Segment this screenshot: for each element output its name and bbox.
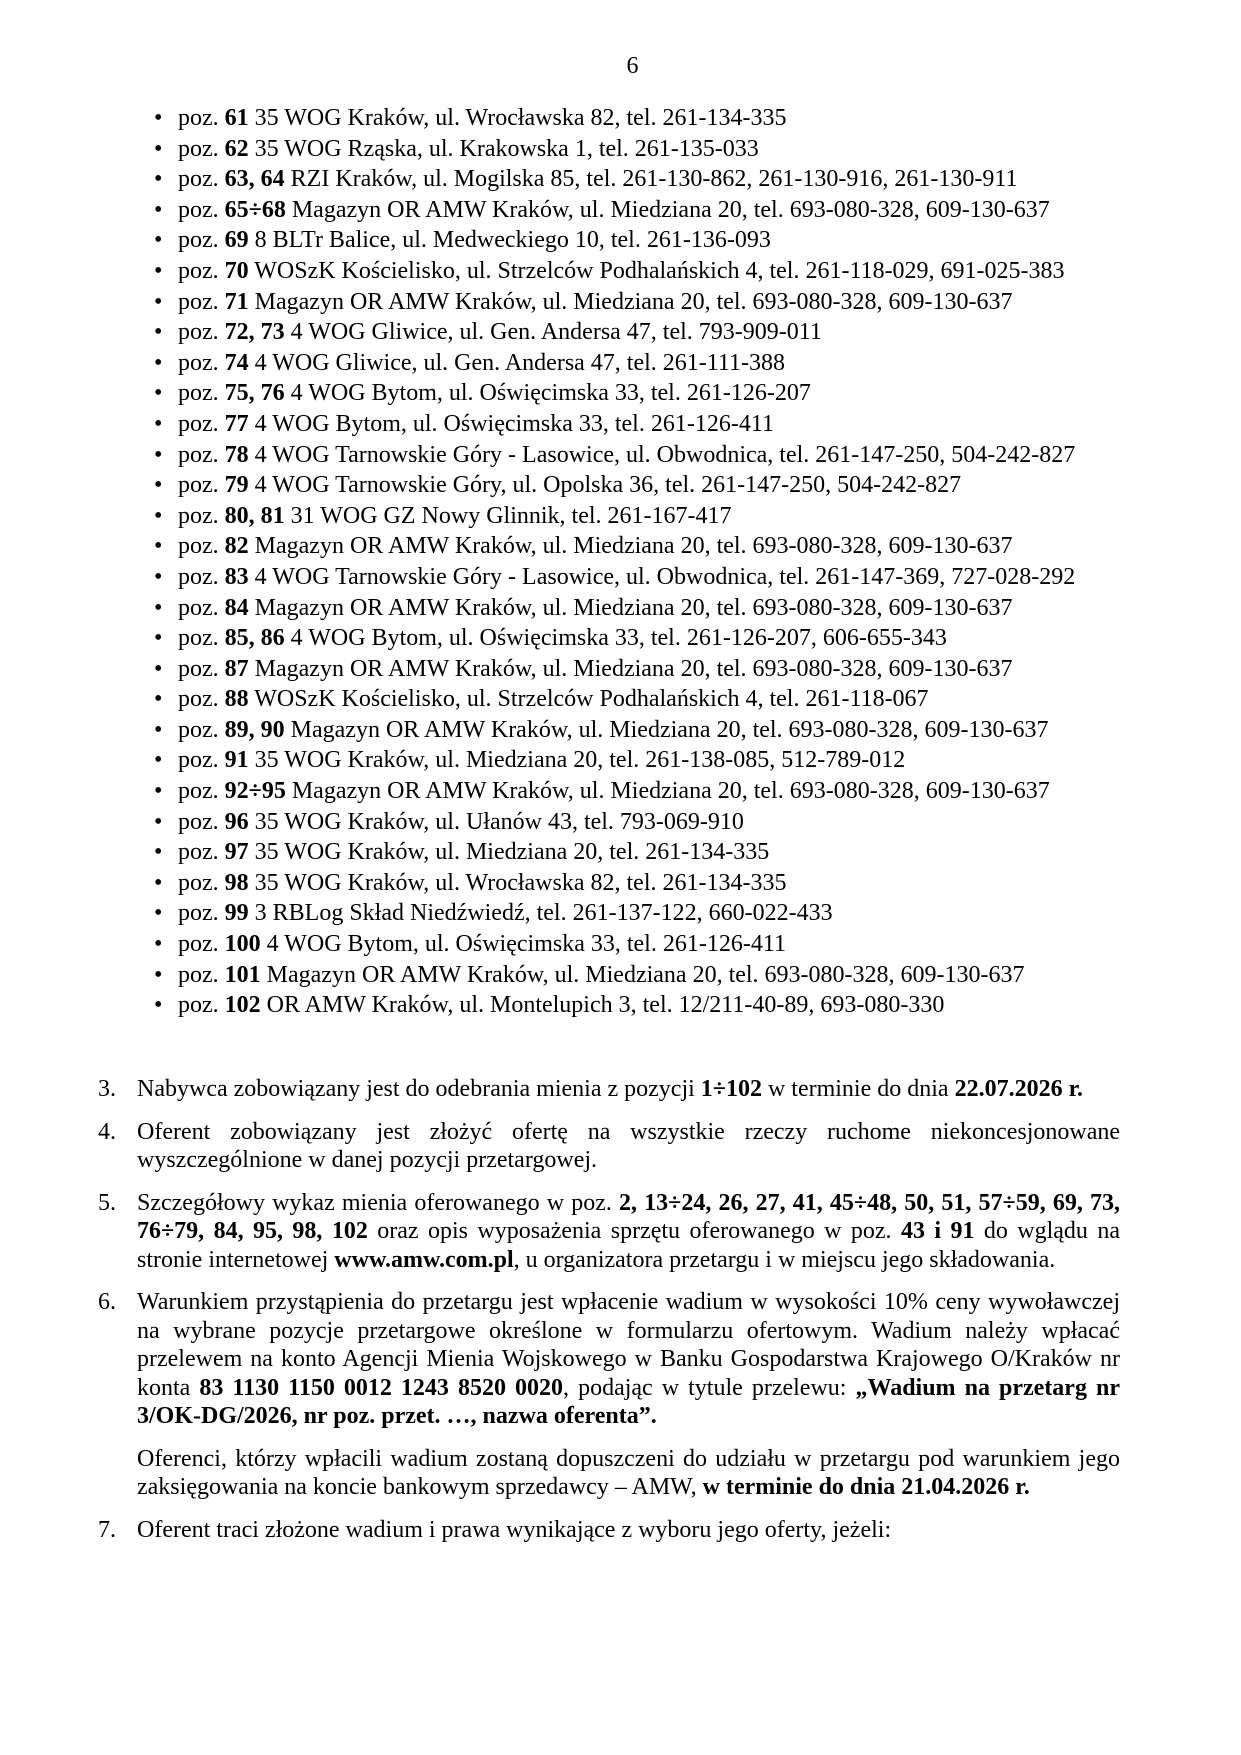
position-prefix: poz. (178, 931, 225, 958)
location-list-item (153, 593, 1075, 624)
bold-text-segment: 1÷102 (700, 1076, 762, 1102)
position-number: 83 (224, 563, 249, 590)
bold-text-segment: 22.07.2026 r. (954, 1076, 1084, 1102)
position-number: 89, 90 (224, 716, 285, 743)
position-prefix: poz. (178, 196, 225, 223)
location-list-item (153, 164, 1075, 195)
location-list-item (153, 990, 1075, 1021)
position-details: 4 WOG Gliwice, ul. Gen. Andersa 47, tel. 261-111-388 (248, 349, 785, 376)
position-number: 65÷68 (224, 196, 286, 223)
position-prefix: poz. (178, 105, 225, 131)
location-list-item (153, 807, 1075, 838)
location-list-item (153, 837, 1075, 868)
section-body (137, 1288, 1120, 1502)
text-segment: do wglądu na stronie internetowej (137, 1218, 1120, 1273)
position-number: 102 (224, 992, 261, 1019)
bold-text-segment: 43 i 91 (900, 1218, 975, 1244)
position-prefix: poz. (178, 441, 225, 468)
position-number: 70 (224, 257, 249, 284)
position-details: 35 WOG Kraków, ul. Miedziana 20, tel. 261-138-085, 512-789-012 (248, 747, 906, 774)
position-number: 79 (224, 472, 249, 499)
position-prefix: poz. (178, 961, 225, 988)
bold-text-segment: „Wadium na przetarg nr 3/OK-DG/2026, nr poz. przet. …, nazwa oferenta”. (137, 1374, 1120, 1429)
location-list-item (153, 470, 1075, 501)
bold-text-segment: www.amw.com.pl (334, 1246, 514, 1273)
position-number: 72, 73 (224, 319, 285, 346)
text-segment: Szczegółowy wykaz mienia oferowanego w poz. (137, 1189, 620, 1216)
location-list-item (153, 562, 1075, 593)
location-list-item (153, 623, 1075, 654)
position-details: 31 WOG GZ Nowy Glinnik, tel. 261-167-417 (284, 502, 732, 529)
section-body (137, 1189, 1120, 1275)
location-list-item (153, 378, 1075, 409)
position-prefix: poz. (178, 502, 225, 529)
position-prefix: poz. (178, 349, 225, 376)
section (98, 1516, 1120, 1545)
position-details: Magazyn OR AMW Kraków, ul. Miedziana 20, tel. 693-080-328, 609-130-637 (285, 196, 1050, 223)
location-list-item (153, 134, 1075, 165)
position-number: 75, 76 (224, 380, 285, 407)
position-number: 82 (224, 533, 249, 560)
section-paragraph (137, 1288, 1120, 1431)
position-prefix: poz. (178, 410, 225, 437)
text-segment: Oferent traci złożone wadium i prawa wynikające z wyboru jego oferty, jeżeli: (137, 1516, 892, 1543)
location-list-item (153, 960, 1075, 991)
location-list-item (153, 287, 1075, 318)
position-prefix: poz. (178, 472, 225, 499)
location-list-item (153, 715, 1075, 746)
position-details: Magazyn OR AMW Kraków, ul. Miedziana 20, tel. 693-080-328, 609-130-637 (284, 716, 1049, 743)
location-list (153, 103, 1075, 1021)
position-number: 88 (224, 686, 249, 713)
bold-text-segment: 83 1130 1150 0012 1243 8520 0020 (199, 1374, 564, 1401)
bold-text-segment: w terminie do dnia 21.04.2026 r. (702, 1474, 1030, 1500)
position-details: 35 WOG Kraków, ul. Wrocławska 82, tel. 261-134-335 (248, 869, 787, 896)
location-list-item (153, 225, 1075, 256)
location-list-item (153, 868, 1075, 899)
bold-text-segment: 2, 13÷24, 26, 27, 41, 45÷48, 50, 51, 57÷59, 69, 73, 76÷79, 84, 95, 98, 102 (137, 1189, 1120, 1244)
position-details: RZI Kraków, ul. Mogilska 85, tel. 261-130-862, 261-130-916, 261-130-911 (284, 166, 1018, 193)
position-prefix: poz. (178, 686, 225, 713)
position-number: 71 (224, 288, 249, 315)
section-paragraph (137, 1075, 1120, 1104)
position-details: 4 WOG Bytom, ul. Oświęcimska 33, tel. 261-126-207, 606-655-343 (284, 625, 947, 652)
location-list-item (153, 256, 1075, 287)
position-prefix: poz. (178, 778, 225, 805)
position-details: Magazyn OR AMW Kraków, ul. Miedziana 20, tel. 693-080-328, 609-130-637 (285, 778, 1050, 805)
section-number: 4. (98, 1118, 116, 1145)
text-segment: Oferent zobowiązany jest złożyć ofertę na wszystkie rzeczy ruchome niekoncesjonowane wyszczególnione w danej pozycji przetargowej. (137, 1118, 1120, 1173)
location-list-item (153, 195, 1075, 226)
position-number: 87 (224, 655, 249, 682)
section-body (137, 1118, 1120, 1175)
position-details: 4 WOG Tarnowskie Góry - Lasowice, ul. Obwodnica, tel. 261-147-369, 727-028-292 (248, 563, 1076, 590)
position-details: 4 WOG Bytom, ul. Oświęcimska 33, tel. 261-126-411 (248, 410, 774, 437)
position-prefix: poz. (178, 288, 225, 315)
position-number: 85, 86 (224, 625, 285, 652)
position-prefix: poz. (178, 716, 225, 743)
section-body (137, 1516, 1120, 1545)
position-prefix: poz. (178, 594, 225, 621)
position-prefix: poz. (178, 533, 225, 560)
position-prefix: poz. (178, 808, 225, 835)
position-number: 98 (224, 869, 249, 896)
position-prefix: poz. (178, 839, 225, 866)
position-prefix: poz. (178, 257, 225, 284)
location-list-item (153, 317, 1075, 348)
position-prefix: poz. (178, 166, 225, 193)
section (98, 1118, 1120, 1175)
position-prefix: poz. (178, 747, 225, 774)
position-details: 4 WOG Bytom, ul. Oświęcimska 33, tel. 261-126-207 (284, 380, 811, 407)
position-prefix: poz. (178, 655, 225, 682)
position-details: 35 WOG Kraków, ul. Wrocławska 82, tel. 261-134-335 (248, 105, 787, 131)
position-details: 8 BLTr Balice, ul. Medweckiego 10, tel. 261-136-093 (248, 227, 771, 254)
position-number: 100 (224, 931, 261, 958)
position-number: 61 (224, 105, 249, 131)
position-details: Magazyn OR AMW Kraków, ul. Miedziana 20, tel. 693-080-328, 609-130-637 (248, 655, 1013, 682)
position-prefix: poz. (178, 380, 225, 407)
position-details: 3 RBLog Skład Niedźwiedź, tel. 261-137-122, 660-022-433 (248, 900, 833, 927)
location-list-item (153, 103, 1075, 134)
text-segment: w terminie do dnia (761, 1076, 955, 1102)
position-details: 4 WOG Bytom, ul. Oświęcimska 33, tel. 261-126-411 (260, 931, 786, 958)
section-paragraph (137, 1445, 1120, 1502)
position-details: Magazyn OR AMW Kraków, ul. Miedziana 20, tel. 693-080-328, 609-130-637 (248, 288, 1013, 315)
section-paragraph (137, 1118, 1120, 1175)
text-segment: Oferenci, którzy wpłacili wadium zostaną dopuszczeni do udziału w przetargu pod warunkiem jego zaksięgowania na koncie bankowym sprzedawcy – AMW, (137, 1445, 1120, 1500)
position-prefix: poz. (178, 992, 225, 1019)
position-prefix: poz. (178, 625, 225, 652)
section-number: 7. (98, 1516, 116, 1543)
text-segment: Nabywca zobowiązany jest do odebrania mienia z pozycji (137, 1076, 701, 1102)
page-number: 6 (626, 53, 639, 79)
section-number: 5. (98, 1189, 116, 1216)
location-list-item (153, 440, 1075, 471)
text-segment: oraz opis wyposażenia sprzętu oferowanego w poz. (367, 1218, 901, 1244)
section-paragraph (137, 1189, 1120, 1275)
position-number: 101 (224, 961, 261, 988)
position-prefix: poz. (178, 135, 225, 162)
location-list-item (153, 745, 1075, 776)
position-details: Magazyn OR AMW Kraków, ul. Miedziana 20, tel. 693-080-328, 609-130-637 (248, 533, 1013, 560)
position-details: 4 WOG Gliwice, ul. Gen. Andersa 47, tel. 793-909-011 (284, 319, 822, 346)
text-segment: , podając w tytule przelewu: (563, 1374, 856, 1401)
section-body (137, 1075, 1120, 1104)
position-prefix: poz. (178, 900, 225, 927)
location-list-item (153, 776, 1075, 807)
section (98, 1288, 1120, 1502)
section (98, 1189, 1120, 1275)
position-number: 77 (224, 410, 249, 437)
position-number: 97 (224, 839, 249, 866)
position-number: 63, 64 (224, 166, 285, 193)
position-number: 99 (224, 900, 249, 927)
position-prefix: poz. (178, 319, 225, 346)
position-details: OR AMW Kraków, ul. Montelupich 3, tel. 12/211-40-89, 693-080-330 (260, 992, 945, 1019)
position-number: 78 (224, 441, 249, 468)
location-list-item (153, 348, 1075, 379)
location-list-item (153, 409, 1075, 440)
position-details: 35 WOG Kraków, ul. Miedziana 20, tel. 261-134-335 (248, 839, 770, 866)
section-paragraph (137, 1516, 1120, 1545)
text-segment: Warunkiem przystąpienia do przetargu jest wpłacenie wadium w wysokości 10% ceny wywoławczej na wybrane pozycje przetargowe określone w formularzu ofertowym. Wadium należy wpłacać przelewem na konto Agencji Mienia Wojskowego w Banku Gospodarstwa Krajowego O/Kraków nr konta (137, 1289, 1120, 1401)
position-number: 84 (224, 594, 249, 621)
position-details: 4 WOG Tarnowskie Góry - Lasowice, ul. Obwodnica, tel. 261-147-250, 504-242-827 (248, 441, 1076, 468)
position-details: Magazyn OR AMW Kraków, ul. Miedziana 20, tel. 693-080-328, 609-130-637 (260, 961, 1025, 988)
position-number: 62 (224, 135, 249, 162)
location-list-item (153, 531, 1075, 562)
position-number: 80, 81 (224, 502, 285, 529)
location-list-item (153, 684, 1075, 715)
location-list-item (153, 898, 1075, 929)
section-number: 6. (98, 1289, 116, 1315)
location-list-item (153, 501, 1075, 532)
section-number: 3. (98, 1076, 116, 1102)
location-list-item (153, 654, 1075, 685)
position-number: 92÷95 (224, 778, 286, 805)
location-list-item (153, 929, 1075, 960)
section (98, 1075, 1120, 1104)
position-prefix: poz. (178, 563, 225, 590)
position-prefix: poz. (178, 869, 225, 896)
position-number: 96 (224, 808, 249, 835)
position-number: 91 (224, 747, 249, 774)
numbered-sections (98, 1075, 1120, 1558)
position-details: WOSzK Kościelisko, ul. Strzelców Podhalańskich 4, tel. 261-118-029, 691-025-383 (248, 257, 1065, 284)
position-details: WOSzK Kościelisko, ul. Strzelców Podhalańskich 4, tel. 261-118-067 (248, 686, 929, 713)
position-number: 74 (224, 349, 249, 376)
position-details: 35 WOG Kraków, ul. Ułanów 43, tel. 793-069-910 (248, 808, 744, 835)
position-number: 69 (224, 227, 249, 254)
position-prefix: poz. (178, 227, 225, 254)
position-details: 4 WOG Tarnowskie Góry, ul. Opolska 36, tel. 261-147-250, 504-242-827 (248, 472, 962, 499)
position-details: 35 WOG Rząska, ul. Krakowska 1, tel. 261-135-033 (248, 135, 759, 162)
text-segment: , u organizatora przetargu i w miejscu jego składowania. (513, 1246, 1056, 1273)
position-details: Magazyn OR AMW Kraków, ul. Miedziana 20, tel. 693-080-328, 609-130-637 (248, 594, 1013, 621)
